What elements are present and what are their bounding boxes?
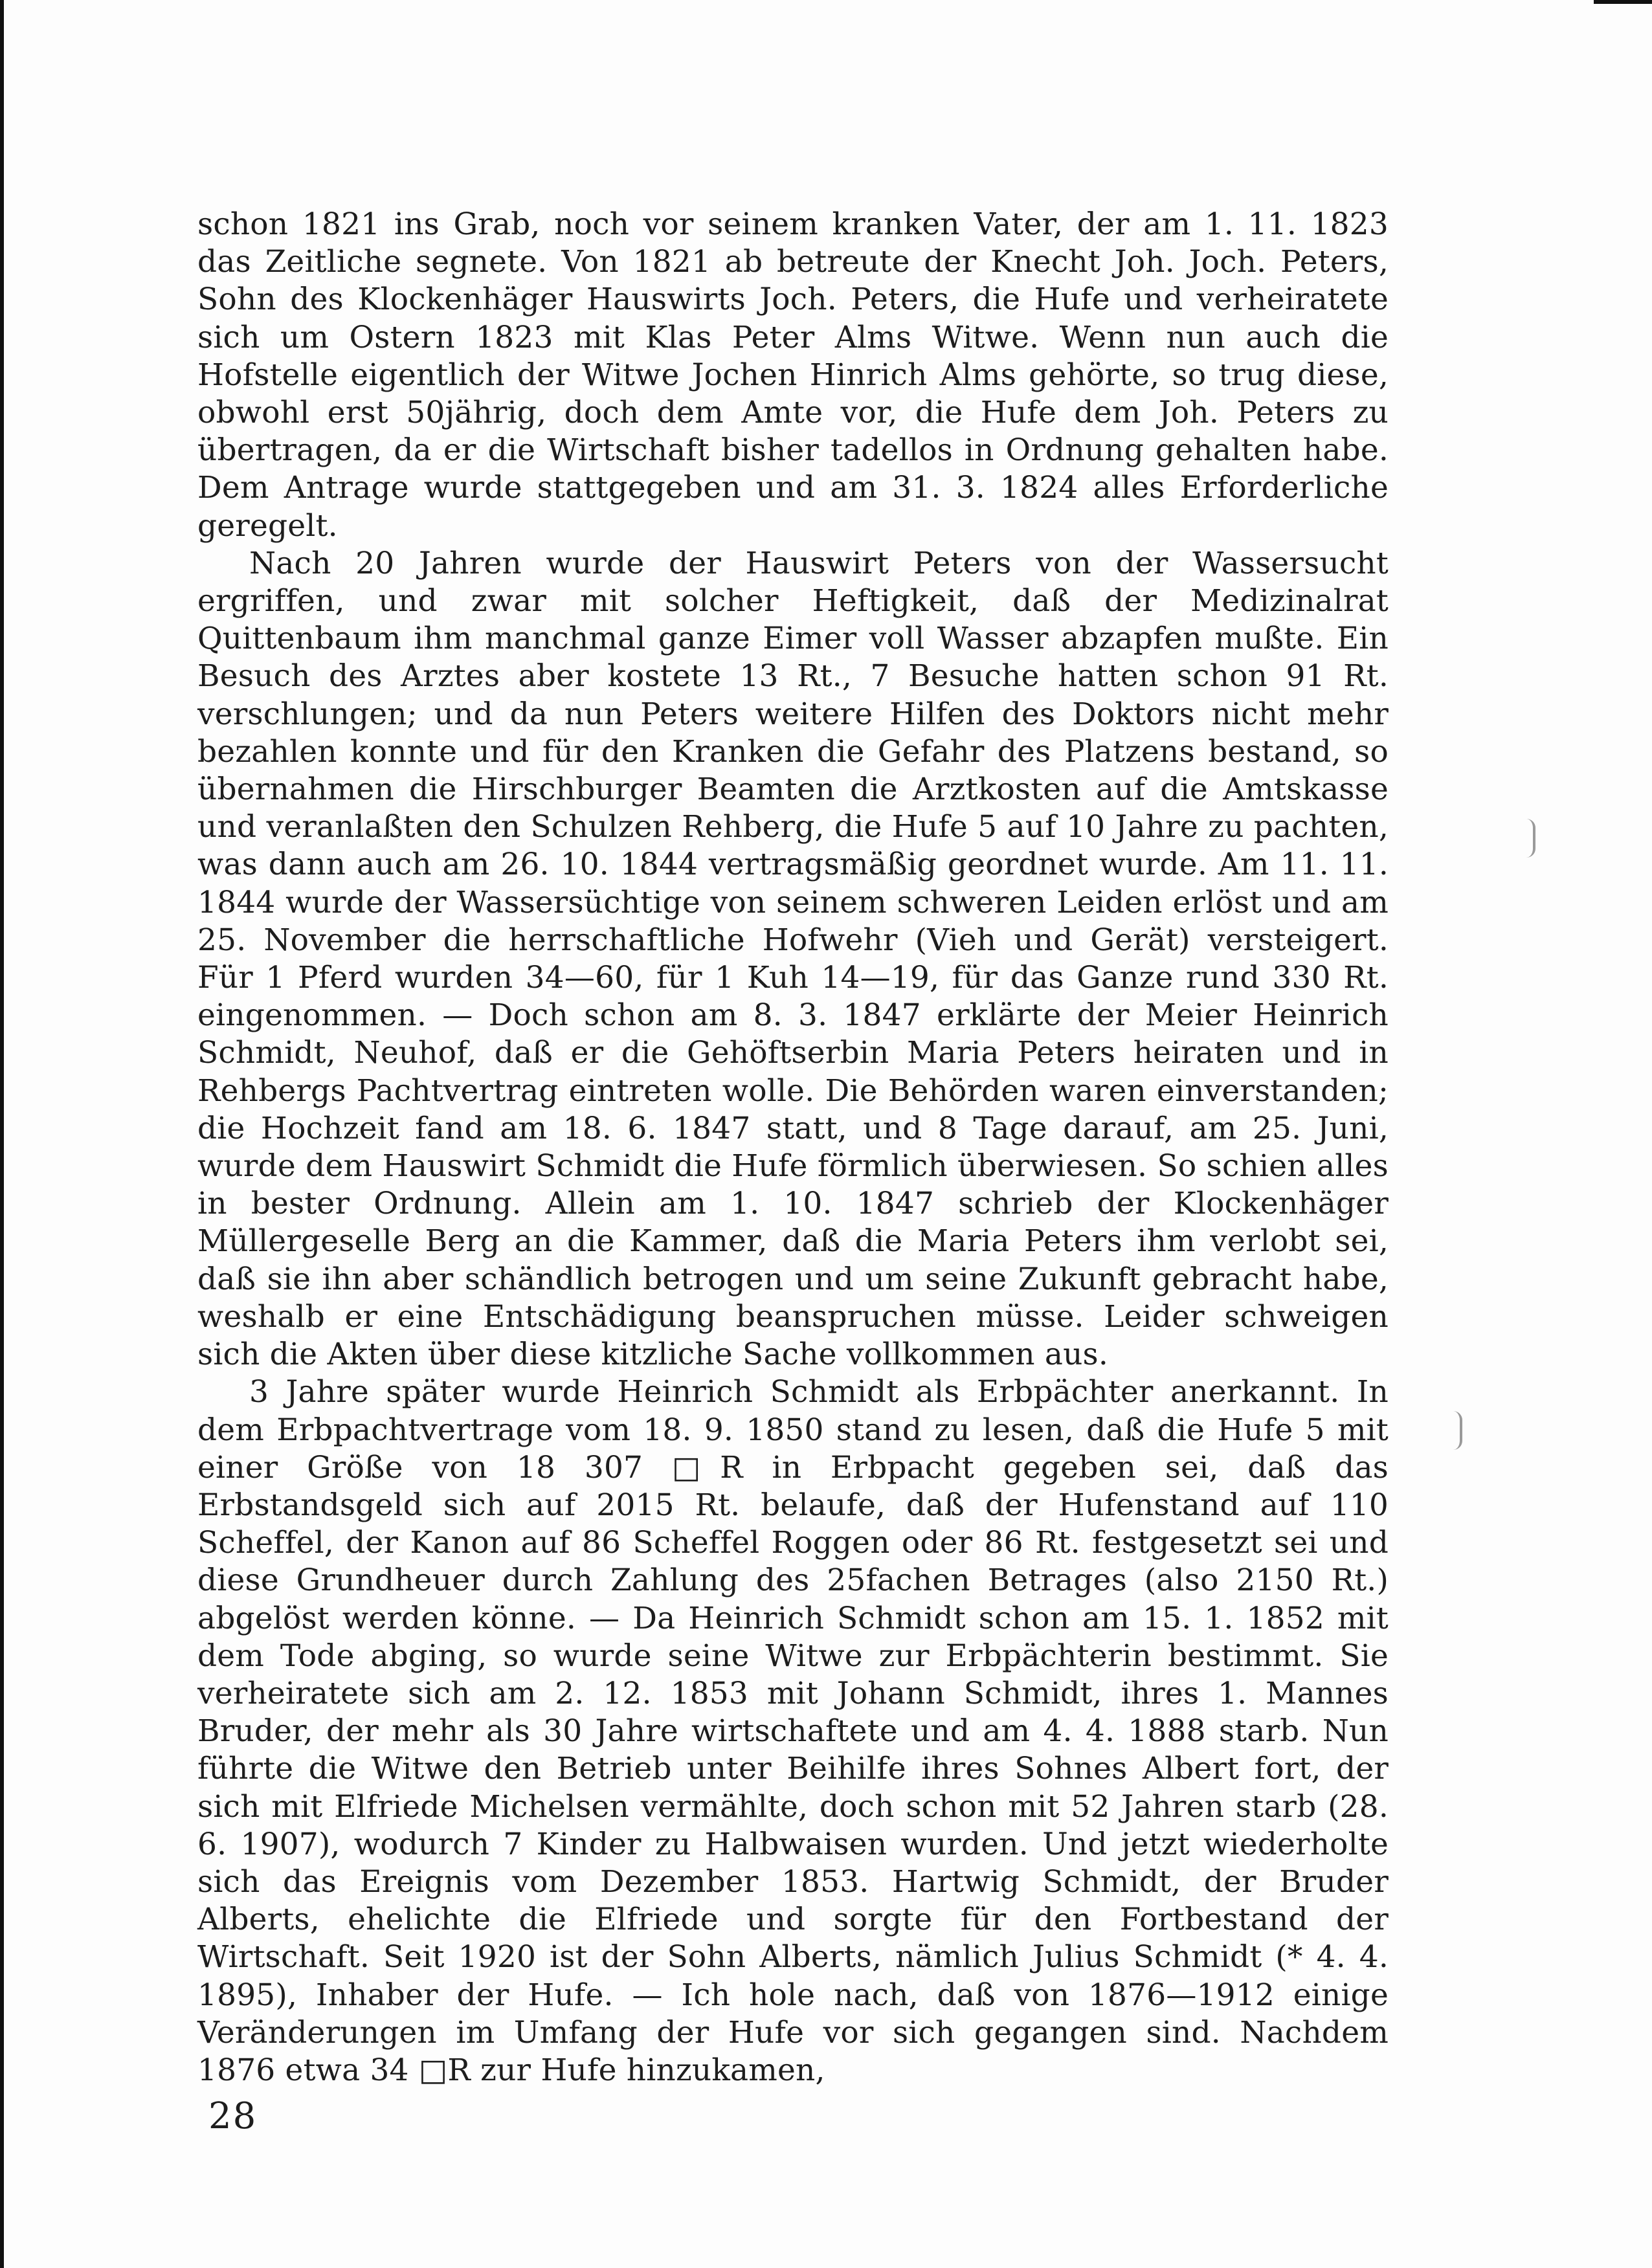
paragraph-2: Nach 20 Jahren wurde der Hauswirt Peters von der Wassersucht ergriffen, und zwar mit solcher Heftigkeit, daß der Medizinalrat Quittenbaum ihm manchmal ganze Eimer voll Wasser abzapfen mußte. Ein Besuch des Arztes aber kostete 13 Rt., 7 Besuche hatten schon 91 Rt. verschlungen; und da nun Peters weitere Hilfen des Doktors nicht mehr bezahlen konnte und für den Kranken die Gefahr des Platzens bestand, so übernahmen die Hirschburger Beamten die Arztkosten auf die Amtskasse und veranlaßten den Schulzen Rehberg, die Hufe 5 auf 10 Jahre zu pachten, was dann auch am 26. 10. 1844 vertragsmäßig geordnet wurde. Am 11. 11. 1844 wurde der Wassersüchtige von seinem schweren Leiden erlöst und am 25. November die herrschaftliche Hofwehr (Vieh und Gerät) versteigert. Für 1 Pferd wurden 34—60, für 1 Kuh 14—19, für das Ganze rund 330 Rt. eingenommen. — Doch schon am 8. 3. 1847 erklärte der Meier Heinrich Schmidt, Neuhof, daß er die Gehöftserbin Maria Peters heiraten und in Rehbergs Pachtvertrag eintreten wolle. Die Behörden waren einverstanden; die Hochzeit fand am 18. 6. 1847 statt, und 8 Tage darauf, am 25. Juni, wurde dem Hauswirt Schmidt die Hufe förmlich überwiesen. So schien alles in bester Ordnung. Allein am 1. 10. 1847 schrieb der Klockenhäger Müllergeselle Berg an die Kammer, daß die Maria Peters ihm verlobt sei, daß sie ihn aber schändlich betrogen und um seine Zukunft gebracht habe, weshalb er eine Entschädigung beanspruchen müsse. Leider schweigen sich die Akten über diese kitzliche Sache vollkommen aus. xyxy=(197,545,1389,1373)
paragraph-1: schon 1821 ins Grab, noch vor seinem kranken Vater, der am 1. 11. 1823 das Zeitliche segnete. Von 1821 ab betreute der Knecht Joh. Joch. Peters, Sohn des Klockenhäger Hauswirts Joch. Peters, die Hufe und verheiratete sich um Ostern 1823 mit Klas Peter Alms Witwe. Wenn nun auch die Hofstelle eigentlich der Witwe Jochen Hinrich Alms gehörte, so trug diese, obwohl erst 50jährig, doch dem Amte vor, die Hufe dem Joh. Peters zu übertragen, da er die Wirtschaft bisher tadellos in Ordnung gehalten habe. Dem Antrage wurde stattgegeben und am 31. 3. 1824 alles Erforderliche geregelt. xyxy=(197,206,1389,544)
scan-border-top-right xyxy=(1594,0,1652,4)
scan-border-left xyxy=(0,0,4,2268)
scan-artifact-mark xyxy=(1453,1411,1462,1450)
body-text xyxy=(197,206,1389,2089)
page-number: 28 xyxy=(208,2095,258,2137)
scan-artifact-mark xyxy=(1526,819,1535,858)
paragraph-3: 3 Jahre später wurde Heinrich Schmidt als Erbpächter anerkannt. In dem Erbpachtvertrage vom 18. 9. 1850 stand zu lesen, daß die Hufe 5 mit einer Größe von 18 307 □R in Erbpacht gegeben sei, daß das Erbstandsgeld sich auf 2015 Rt. belaufe, daß der Hufenstand auf 110 Scheffel, der Kanon auf 86 Scheffel Roggen oder 86 Rt. festgesetzt sei und diese Grundheuer durch Zahlung des 25fachen Betrages (also 2150 Rt.) abgelöst werden könne. — Da Heinrich Schmidt schon am 15. 1. 1852 mit dem Tode abging, so wurde seine Witwe zur Erbpächterin bestimmt. Sie verheiratete sich am 2. 12. 1853 mit Johann Schmidt, ihres 1. Mannes Bruder, der mehr als 30 Jahre wirtschaftete und am 4. 4. 1888 starb. Nun führte die Witwe den Betrieb unter Beihilfe ihres Sohnes Albert fort, der sich mit Elfriede Michelsen vermählte, doch schon mit 52 Jahren starb (28. 6. 1907), wodurch 7 Kinder zu Halbwaisen wurden. Und jetzt wiederholte sich das Ereignis vom Dezember 1853. Hartwig Schmidt, der Bruder Alberts, ehelichte die Elfriede und sorgte für den Fortbestand der Wirtschaft. Seit 1920 ist der Sohn Alberts, nämlich Julius Schmidt (* 4. 4. 1895), Inhaber der Hufe. — Ich hole nach, daß von 1876—1912 einige Veränderungen im Umfang der Hufe vor sich gegangen sind. Nachdem 1876 etwa 34 □R zur Hufe hinzukamen, xyxy=(197,1374,1389,2088)
